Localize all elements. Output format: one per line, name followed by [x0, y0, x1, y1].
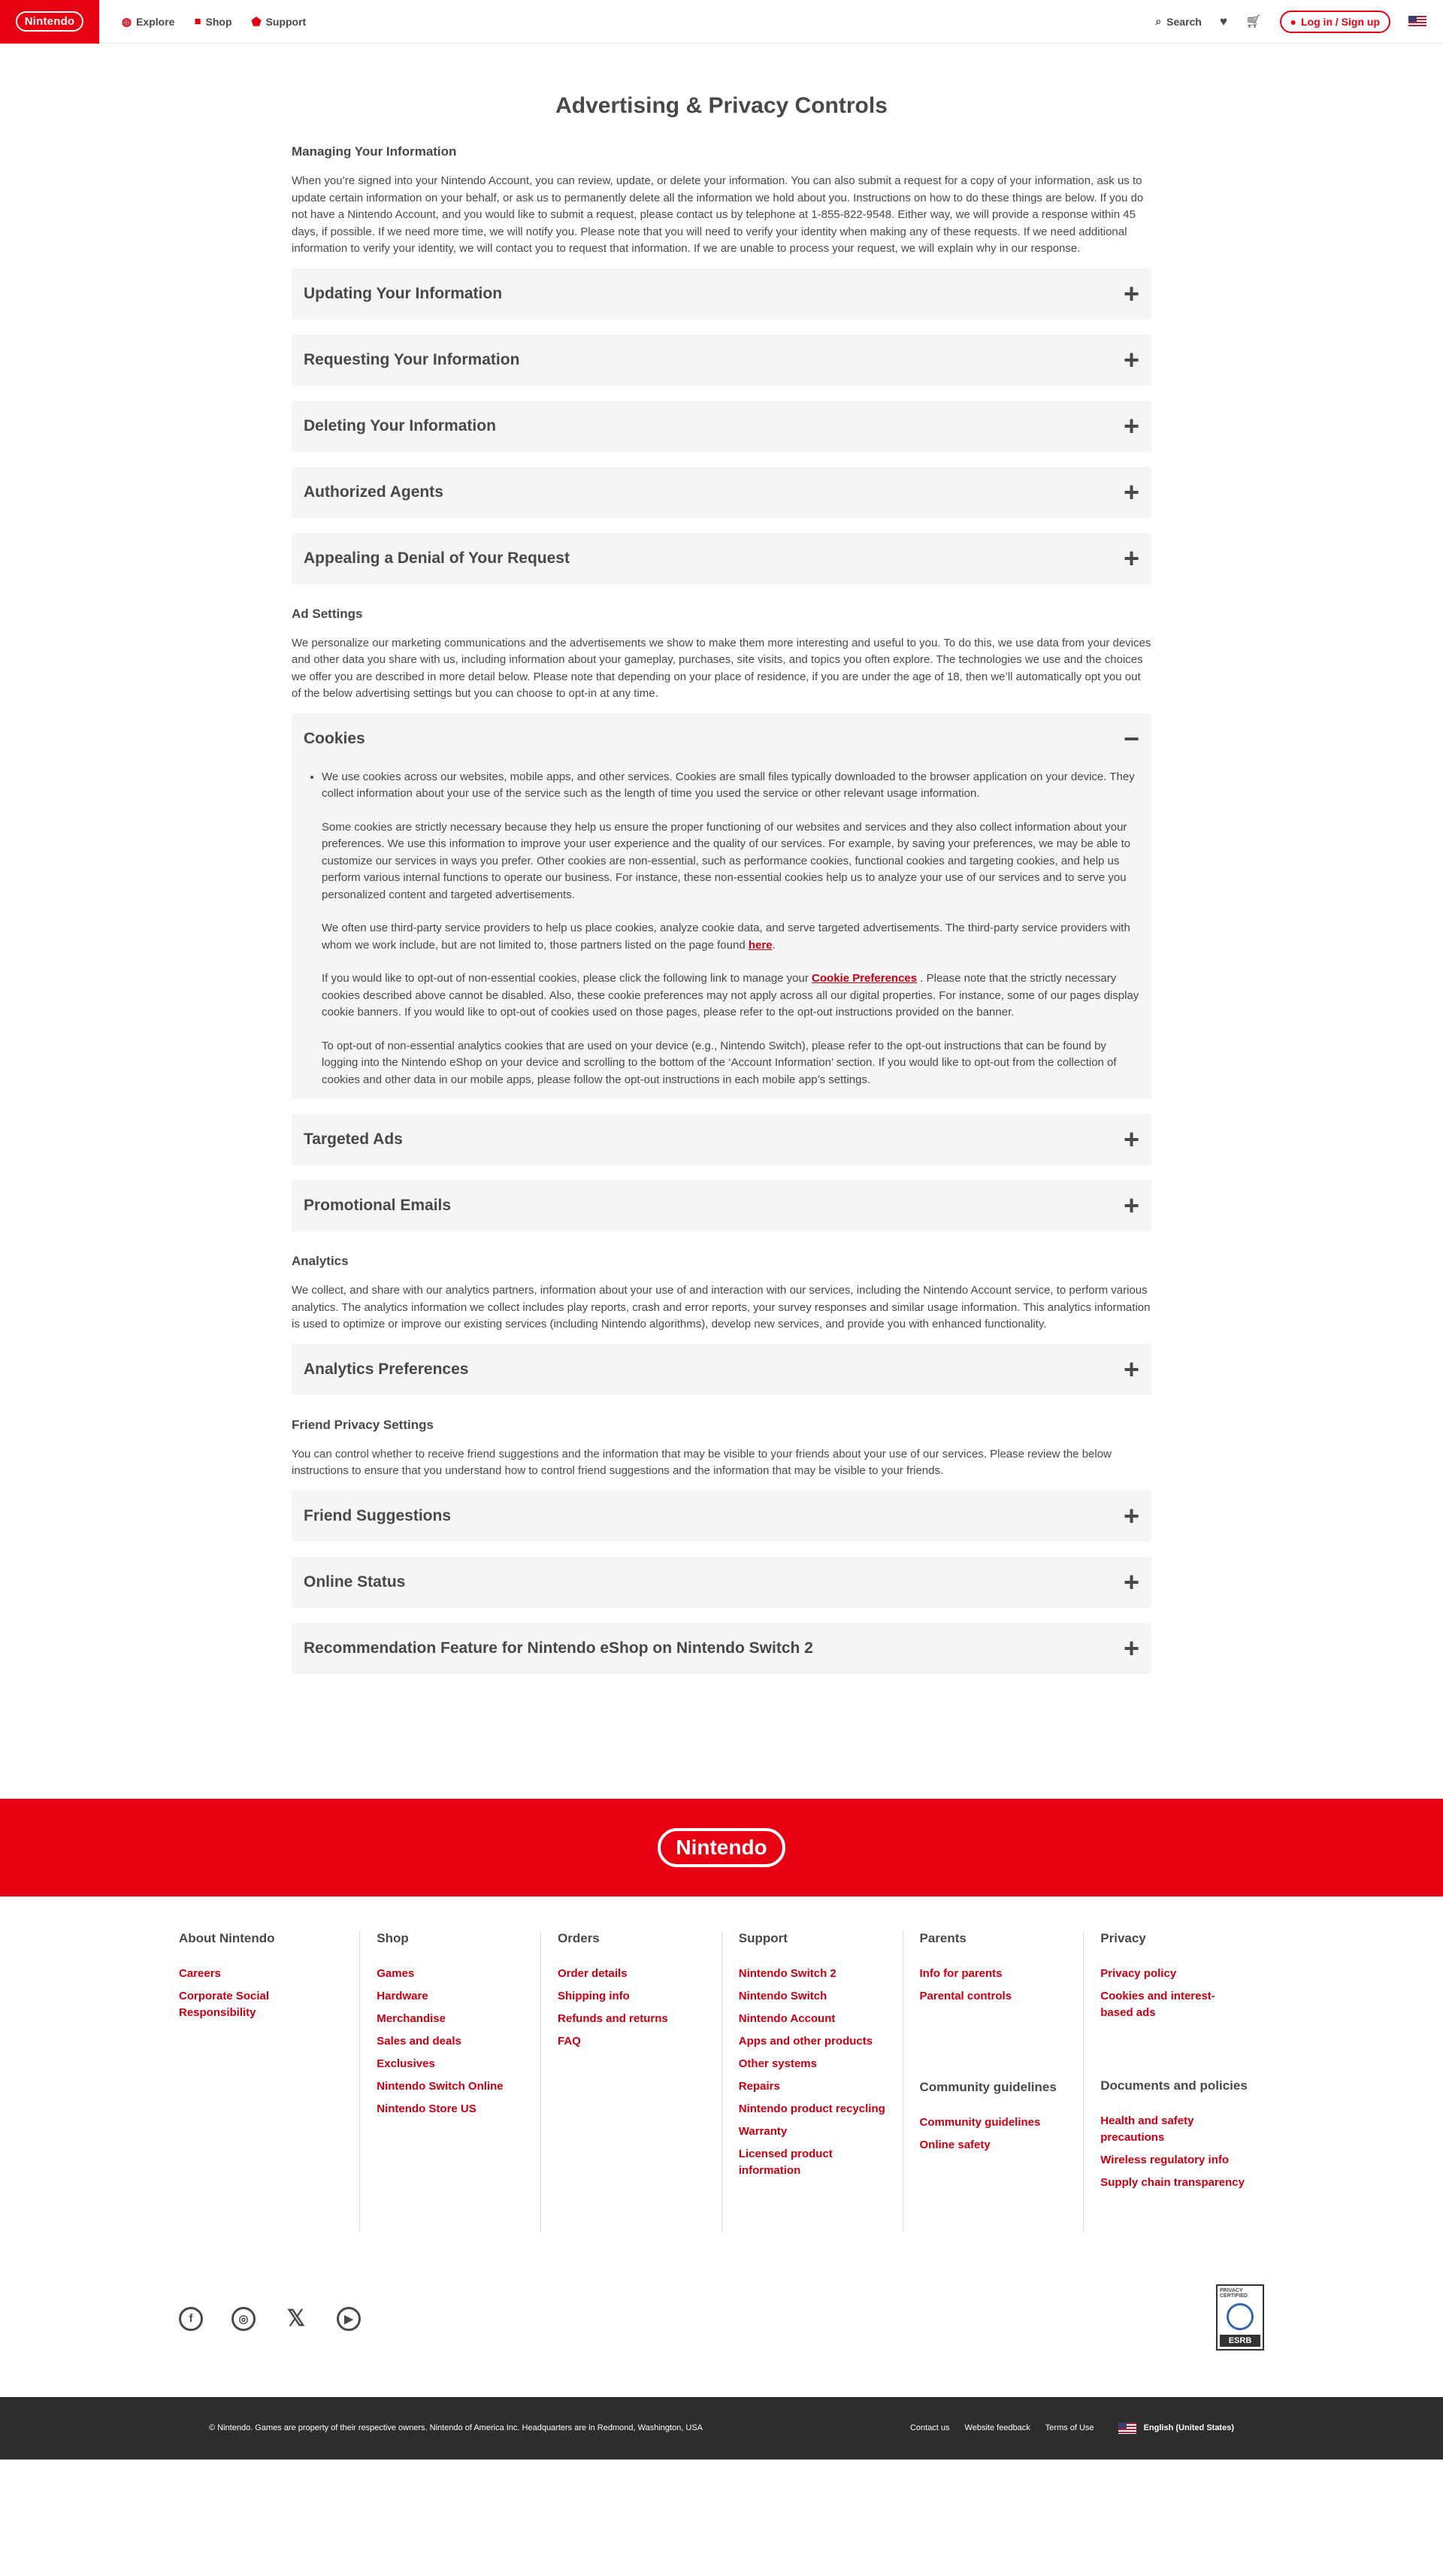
footer-link[interactable]: Parental controls [919, 1989, 1012, 2002]
main-content [292, 44, 1151, 1674]
shopping-bag-icon: ■ [194, 15, 201, 28]
friend-privacy-text: You can control whether to receive friend suggestions and the information that may be visible to your friends about your use of our services. Please review the below instructions to ensure that you understand how to control friend suggestions and the information that may be visible to your friends. [292, 1447, 1112, 1477]
language-selector[interactable] [1118, 2423, 1234, 2434]
us-flag-icon[interactable] [1408, 16, 1426, 27]
footer-col-shop [359, 1931, 540, 2232]
plus-icon: + [1123, 1500, 1139, 1531]
plus-icon: + [1123, 1124, 1139, 1155]
footer-col-orders [540, 1931, 722, 2232]
footer-link[interactable]: Shipping info [558, 1989, 630, 2002]
cookie-preferences-link[interactable]: Cookie Preferences [812, 972, 918, 985]
cookies-paragraph-3: We often use third-party service providers to help us place cookies, analyze cookie data, and serve targeted advertisements. The third-party service providers with whom we work include, but are not limited to, those partners listed on the page found here. [322, 922, 1130, 952]
footer-link[interactable]: Community guidelines [919, 2115, 1041, 2129]
bottom-link[interactable]: Terms of Use [1045, 2423, 1094, 2432]
plus-icon: + [1123, 1353, 1139, 1385]
accordion-title: Appealing a Denial of Your Request [304, 549, 570, 567]
footer-link[interactable]: Nintendo Switch Online [377, 2079, 504, 2093]
cookies-paragraph-1: • We use cookies across our websites, mobile apps, and other services. Cookies are small files typically downloaded to the browser application on your device. They collect information about your use of the service such as the length of time you used the service or other relevant usage information. [322, 769, 1139, 803]
accordion-title: Deleting Your Information [304, 416, 496, 434]
footer-heading: Parents [919, 1930, 967, 1945]
accordion-appealing-denial[interactable] [292, 533, 1151, 584]
footer-link[interactable]: Careers [179, 1966, 221, 1980]
main-nav [122, 15, 306, 29]
login-button[interactable] [1280, 11, 1390, 33]
minus-icon: − [1123, 722, 1139, 754]
accordion-analytics-preferences[interactable] [292, 1344, 1151, 1395]
cookies-paragraph-2: Some cookies are strictly necessary because they help us ensure the proper functioning of our websites and services and they also collect information about your preferences. We use this information to improve your user experience and the quality of our services. For example, by saving your preferences, we may be able to customize our services in ways you prefer. Other cookies are non-essential, such as performance cookies, functional cookies and targeting cookies, and help us perform various internal functions to operate our business. For instance, these non-essential cookies help us to analyze your use of our services and to serve you personalized content and targeted advertisements. [322, 820, 1131, 901]
logo-text: Nintendo [16, 11, 84, 32]
login-label: Log in / Sign up [1301, 15, 1380, 28]
footer-heading: Shop [377, 1930, 409, 1945]
bottom-links [910, 2423, 1094, 2432]
user-icon: ● [1290, 15, 1297, 28]
footer-col-parents [903, 1931, 1084, 2232]
cookies-content [292, 764, 1151, 1100]
accordion-recommendation-feature[interactable] [292, 1623, 1151, 1674]
cookies-p3-text: We often use third-party service providers to help us place cookies, analyze cookie data, and serve targeted advertisements. The third-party service providers with whom we work include, but are not limited to, those partners listed on the page found [322, 922, 1130, 952]
bottom-bar [0, 2397, 1443, 2459]
footer-link[interactable]: Wireless regulatory info [1100, 2153, 1230, 2166]
accordion-promotional-emails[interactable] [292, 1180, 1151, 1231]
footer-col-support [722, 1931, 903, 2232]
footer-link[interactable]: Sales and deals [377, 2034, 461, 2048]
accordion-title: Requesting Your Information [304, 350, 520, 368]
bottom-link[interactable]: Website feedback [964, 2423, 1030, 2432]
footer-link[interactable]: Games [377, 1966, 415, 1980]
footer-link[interactable]: Online safety [919, 2138, 991, 2151]
footer [0, 1799, 1443, 2459]
footer-col-about [179, 1931, 359, 2232]
us-flag-icon [1118, 2423, 1136, 2434]
nav-support[interactable] [252, 15, 307, 29]
footer-link[interactable]: Licensed product information [738, 2147, 833, 2177]
footer-link[interactable]: Warranty [738, 2124, 788, 2138]
compass-icon: ◍ [122, 15, 132, 29]
nav-explore[interactable] [122, 15, 174, 29]
plus-icon: + [1123, 410, 1139, 441]
top-navigation-bar [0, 0, 1443, 44]
plus-icon: + [1123, 542, 1139, 574]
plus-icon: + [1123, 1190, 1139, 1221]
bottom-link[interactable]: Contact us [909, 2423, 950, 2432]
search-icon: ⌕ [1155, 15, 1162, 27]
footer-link[interactable]: Merchandise [377, 2011, 446, 2025]
managing-text: When you’re signed into your Nintendo Account, you can review, update, or delete your information. You can also submit a request for a copy of your information, ask us to update certain information on your behalf, or ask us to permanently delete all the information we hold about you. Instructions on how to do these things are below. If you do not have a Nintendo Account, and you would like to submit a request, please contact us by telephone at 1-855-822-9548. Either way, we will provide a response within 45 days, if possible. If we need more time, we will notify you. Please note that you will need to verify your identity when making any of these requests. If we need additional information to verify your identity, we will contact you to request that information. If we are unable to process your request, we will explain why in our response. [292, 174, 1144, 255]
cookies-paragraph-4 [322, 970, 1139, 1022]
footer-columns [179, 1896, 1264, 2232]
plus-icon: + [1123, 1632, 1139, 1663]
accordion-title: Analytics Preferences [304, 1360, 469, 1378]
footer-nintendo-logo[interactable]: Nintendo [658, 1828, 785, 1867]
plus-icon: + [1123, 476, 1139, 507]
nav-shop-label: Shop [205, 15, 232, 28]
plus-icon: + [1123, 277, 1139, 309]
ad-settings-text: We personalize our marketing communications and the advertisements we show to make them more interesting and useful to you. To do this, we use data from your devices and other data you share with us, including information about your gameplay, purchases, site visits, and topics you often explore. The technologies we use and the choices we offer you are described in more detail below. Please note that depending on your place of residence, if you are under the age of 18, then we’ll automatically opt you out of the below advertising settings but you can choose to opt-in at any time. [292, 636, 1151, 700]
footer-link[interactable]: Nintendo Switch 2 [738, 1966, 836, 1980]
footer-link[interactable]: Corporate Social Responsibility [179, 1989, 270, 2019]
footer-link[interactable]: Exclusives [377, 2057, 435, 2070]
nav-support-label: Support [265, 15, 307, 28]
footer-link[interactable]: Apps and other products [738, 2034, 873, 2048]
accordion-title: Friend Suggestions [304, 1506, 452, 1524]
social-row [179, 2284, 1264, 2397]
x-icon[interactable]: 𝕏 [286, 2306, 306, 2331]
footer-heading: Privacy [1100, 1930, 1146, 1945]
facebook-icon[interactable]: f [179, 2307, 203, 2331]
plus-icon: + [1123, 1566, 1139, 1597]
accordion-updating-info[interactable] [292, 268, 1151, 319]
footer-link[interactable]: Nintendo Account [738, 2011, 836, 2025]
footer-link[interactable]: Nintendo product recycling [738, 2102, 885, 2115]
accordion-title: Updating Your Information [304, 284, 503, 302]
accordion-requesting-info[interactable] [292, 334, 1151, 386]
footer-link[interactable]: Info for parents [919, 1966, 1003, 1980]
shield-icon: ⬟ [251, 15, 262, 29]
language-label: English (United States) [1143, 2423, 1234, 2432]
footer-heading: Documents and policies [1100, 2078, 1248, 2093]
footer-link[interactable]: Nintendo Switch [738, 1989, 827, 2002]
plus-icon: + [1123, 344, 1139, 375]
footer-link[interactable]: Nintendo Store US [377, 2102, 476, 2115]
footer-link[interactable]: Health and safety precautions [1100, 2114, 1194, 2144]
right-nav [1155, 11, 1443, 33]
page-title: Advertising & Privacy Controls [555, 93, 888, 118]
managing-heading: Managing Your Information [292, 144, 457, 159]
footer-link[interactable]: Hardware [377, 1989, 428, 2002]
accordion-friend-suggestions[interactable] [292, 1491, 1151, 1542]
instagram-icon[interactable]: ◎ [231, 2307, 256, 2331]
accordion-online-status[interactable] [292, 1557, 1151, 1608]
accordion-title: Targeted Ads [304, 1131, 403, 1148]
footer-link[interactable]: Order details [558, 1966, 628, 1980]
footer-col-privacy [1083, 1931, 1264, 2232]
seal-icon [1227, 2303, 1254, 2330]
esrb-privacy-seal[interactable] [1216, 2284, 1264, 2350]
search-label: Search [1166, 15, 1202, 28]
wishlist-heart-icon[interactable]: ♥ [1219, 14, 1227, 29]
accordion-title: Cookies [304, 729, 365, 747]
search-button[interactable] [1155, 15, 1202, 28]
copyright-text: © Nintendo. Games are property of their respective owners. Nintendo of America Inc. Headquarters are in Redmond, Washington, USA [209, 2423, 703, 2432]
footer-heading: Orders [558, 1930, 600, 1945]
footer-link[interactable]: FAQ [558, 2034, 581, 2048]
cart-icon[interactable]: 🛒︎ [1245, 14, 1262, 29]
footer-heading: Support [738, 1930, 788, 1945]
accordion-title: Promotional Emails [304, 1197, 452, 1214]
social-icons [179, 2307, 361, 2331]
accordion-cookies-expanded [292, 713, 1151, 1100]
accordion-targeted-ads[interactable] [292, 1114, 1151, 1165]
accordion-title: Authorized Agents [304, 483, 443, 501]
footer-link[interactable]: Repairs [738, 2079, 780, 2093]
cookies-p4-text: If you would like to opt-out of non-essential cookies, please click the following link to manage your [322, 972, 812, 985]
footer-link[interactable]: Privacy policy [1100, 1966, 1177, 1980]
footer-heading: Community guidelines [919, 2079, 1057, 2094]
esrb-top-text: PRIVACY CERTIFIED [1220, 2287, 1248, 2299]
footer-logo-band [0, 1799, 1443, 1896]
analytics-heading: Analytics [292, 1254, 349, 1268]
footer-link[interactable]: Other systems [738, 2057, 817, 2070]
friend-privacy-heading: Friend Privacy Settings [292, 1417, 434, 1432]
accordion-title: Online Status [304, 1573, 406, 1591]
footer-link[interactable]: Refunds and returns [558, 2011, 668, 2025]
accordion-authorized-agents[interactable] [292, 467, 1151, 518]
footer-link[interactable]: Supply chain transparency [1100, 2175, 1245, 2189]
footer-link[interactable]: Cookies and interest-based ads [1100, 1989, 1215, 2019]
nav-shop[interactable] [194, 15, 231, 28]
esrb-label: ESRB [1220, 2335, 1260, 2347]
accordion-title: Recommendation Feature for Nintendo eShop on Nintendo Switch 2 [304, 1639, 813, 1657]
cookies-p4-text-end: . Please note that the strictly necessary cookies described above cannot be disabled. Also, these cookie preferences may not apply across all our digital properties. For instance, some of our pages display cookie banners. If you would like to opt-out of cookies used on those pages, please refer to the opt-out instructions provided on the banner. [322, 972, 1139, 1019]
cookies-paragraph-5: To opt-out of non-essential analytics cookies that are used on your device (e.g., Nintendo Switch), please refer to the opt-out instructions that can be found by logging into the Nintendo eShop on your device and scrolling to the bottom of the ‘Account Information’ section. If you would like to opt-out from the collection of cookies and other data in our mobile apps, please follow the opt-out instructions in each mobile app’s settings. [322, 1039, 1117, 1086]
accordion-deleting-info[interactable] [292, 401, 1151, 452]
analytics-text: We collect, and share with our analytics partners, information about your use of and interaction with our services, including the Nintendo Account service, to perform various analytics. The analytics information we collect includes play reports, crash and error reports, your survey responses and similar usage information. This analytics information is used to optimize or improve our existing services (including Nintendo algorithms), develop new services, and provide you with enhanced functionality. [292, 1284, 1151, 1330]
partners-here-link[interactable]: here [748, 938, 773, 952]
footer-heading: About Nintendo [179, 1930, 275, 1945]
accordion-cookies[interactable] [292, 713, 1151, 764]
youtube-icon[interactable]: ▶ [337, 2307, 361, 2331]
ad-settings-heading: Ad Settings [292, 606, 363, 621]
nintendo-logo[interactable] [0, 0, 99, 44]
nav-explore-label: Explore [136, 15, 175, 28]
